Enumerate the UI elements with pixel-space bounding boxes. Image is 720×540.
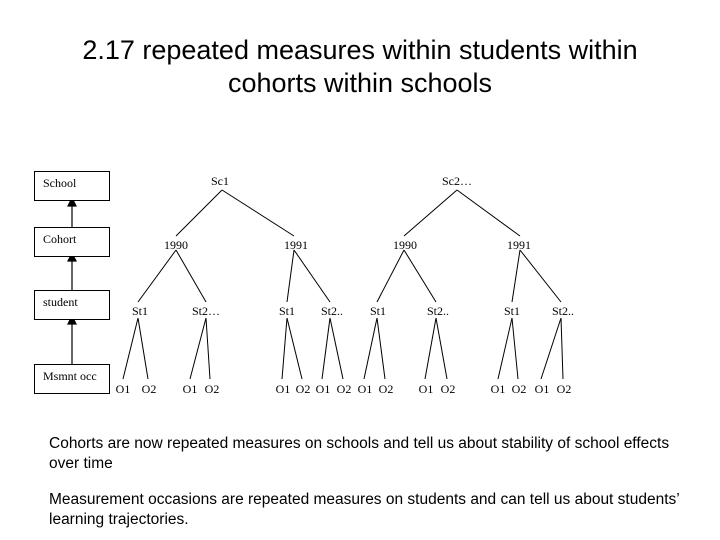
cohort-node: 1991 bbox=[507, 238, 531, 252]
title-line-1: 2.17 repeated measures within students within bbox=[82, 35, 638, 65]
student-node: St1 bbox=[131, 304, 149, 318]
occasion-node: O2 bbox=[440, 382, 456, 396]
occasion-node: O1 bbox=[534, 382, 550, 396]
occasion-node: O2 bbox=[511, 382, 527, 396]
school-node: Sc2… bbox=[442, 174, 472, 188]
level-box-student: student bbox=[34, 290, 110, 320]
level-box-cohort: Cohort bbox=[34, 227, 110, 257]
cohorts-explanation: Cohorts are now repeated measures on schools and tell us about stability of school effects over time bbox=[49, 435, 670, 472]
cohort-node: 1990 bbox=[393, 238, 417, 252]
occasion-node: O1 bbox=[357, 382, 373, 396]
school-node: Sc1 bbox=[211, 174, 229, 188]
student-node: St2.. bbox=[426, 304, 450, 318]
occasion-node: O2 bbox=[556, 382, 572, 396]
cohort-node: 1991 bbox=[284, 238, 308, 252]
occasion-node: O1 bbox=[115, 382, 131, 396]
occasion-node: O2 bbox=[204, 382, 220, 396]
occasion-node: O2 bbox=[336, 382, 352, 396]
occasion-node: O2 bbox=[378, 382, 394, 396]
student-node: St2… bbox=[191, 304, 221, 318]
cohort-node: 1990 bbox=[164, 238, 188, 252]
level-box-occasion: Msmnt occ bbox=[34, 364, 110, 394]
occasions-explanation: Measurement occasions are repeated measures on students and can tell us about students’ learning trajectories. bbox=[49, 491, 680, 528]
occasion-node: O1 bbox=[315, 382, 331, 396]
occasion-node: O2 bbox=[295, 382, 311, 396]
student-node: St2.. bbox=[320, 304, 344, 318]
occasion-node: O1 bbox=[275, 382, 291, 396]
level-arrows bbox=[68, 198, 76, 372]
student-node: St1 bbox=[278, 304, 296, 318]
occasion-node: O1 bbox=[182, 382, 198, 396]
occasion-node: O1 bbox=[418, 382, 434, 396]
level-box-school: School bbox=[34, 171, 110, 201]
student-node: St1 bbox=[369, 304, 387, 318]
student-node: St1 bbox=[503, 304, 521, 318]
title-line-2: cohorts within schools bbox=[227, 68, 493, 98]
student-node: St2.. bbox=[551, 304, 575, 318]
tree-edges bbox=[123, 190, 563, 379]
occasion-node: O2 bbox=[141, 382, 157, 396]
occasion-node: O1 bbox=[490, 382, 506, 396]
